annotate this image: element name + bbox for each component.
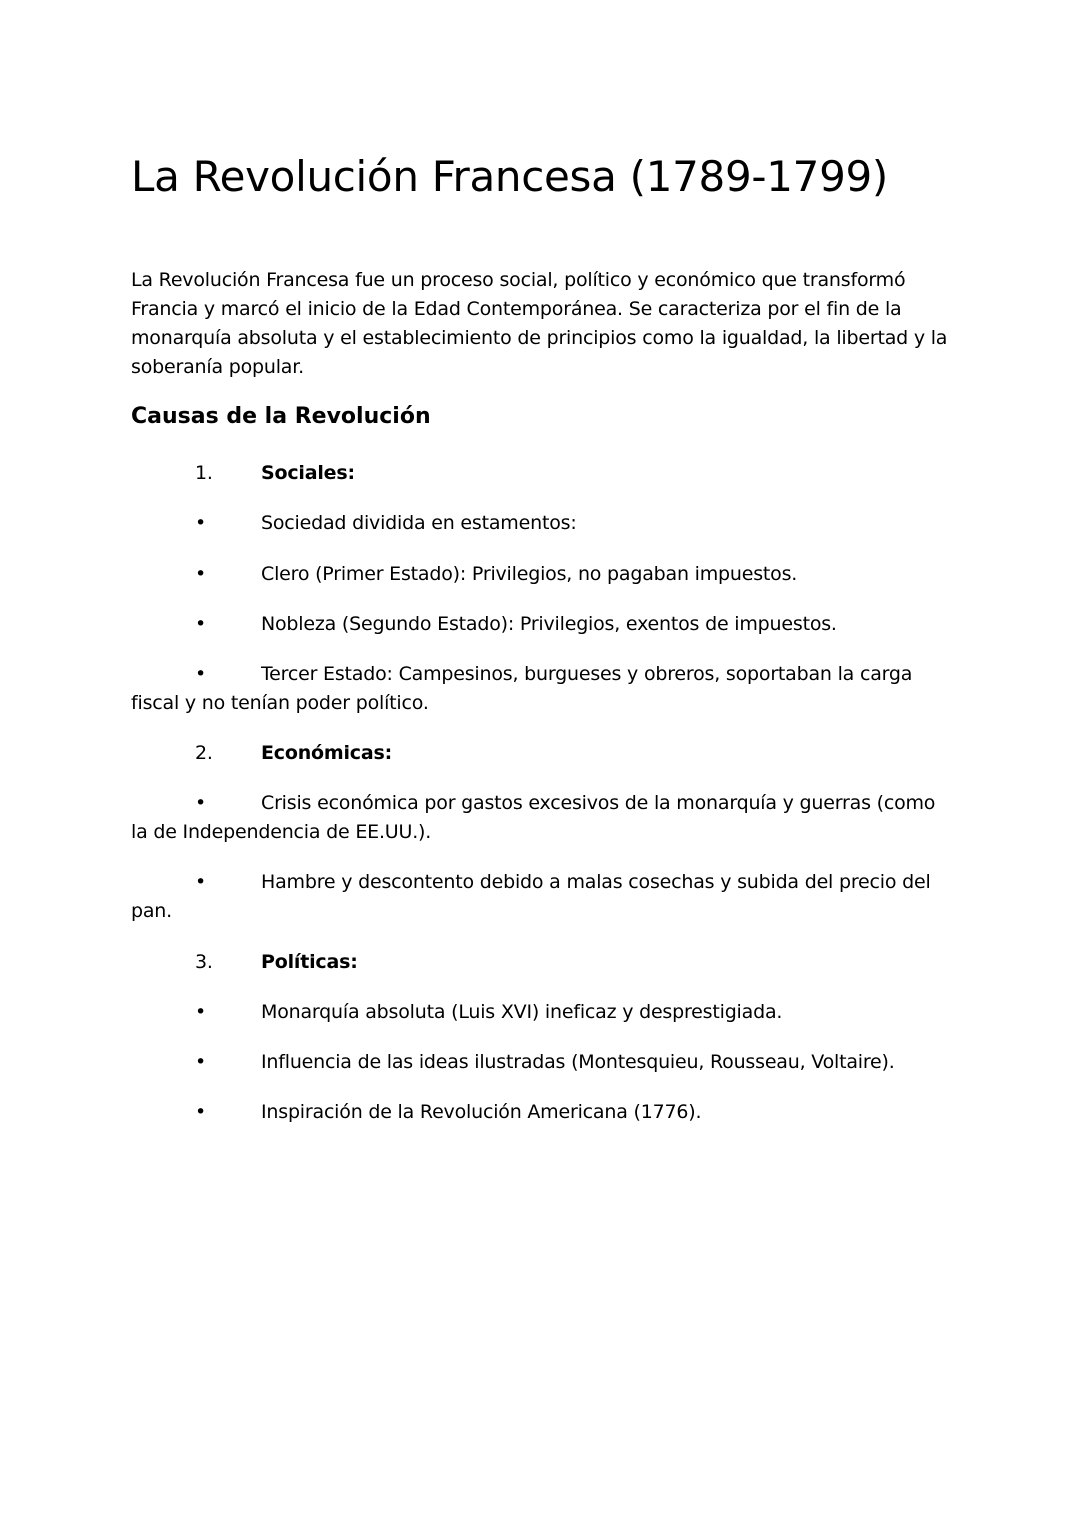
list-item: [131, 1098, 951, 1127]
list-item-text: Clero (Primer Estado): Privilegios, no pagaban impuestos.: [261, 563, 798, 585]
list-item-text: Nobleza (Segundo Estado): Privilegios, exentos de impuestos.: [261, 613, 837, 635]
list-item-text: Políticas:: [261, 951, 358, 973]
intro-paragraph: La Revolución Francesa fue un proceso social, político y económico que transformó Francia y marcó el inicio de la Edad Contemporánea. Se caracteriza por el fin de la monarquía absoluta y el establecimiento de principios como la igualdad, la libertad y la soberanía popular.: [131, 269, 948, 378]
list-marker: •: [195, 792, 207, 814]
list-marker: •: [195, 871, 207, 893]
list-item: [131, 560, 951, 589]
list-item: [131, 610, 951, 639]
list-marker: 2.: [195, 742, 213, 764]
list-marker: •: [195, 563, 207, 585]
list-marker: •: [195, 512, 207, 534]
list-marker: •: [195, 613, 207, 635]
list-item-text: Crisis económica por gastos excesivos de la monarquía y guerras (como la de Independencia de EE.UU.).: [131, 792, 936, 843]
list-item-text: Influencia de las ideas ilustradas (Montesquieu, Rousseau, Voltaire).: [261, 1051, 895, 1073]
list-item: [131, 660, 951, 718]
list-item-text: Tercer Estado: Campesinos, burgueses y obreros, soportaban la carga fiscal y no tenían poder político.: [131, 663, 913, 714]
list-item: [131, 509, 951, 538]
list-item: [131, 948, 951, 977]
list-marker: •: [195, 1051, 207, 1073]
section-heading: Causas de la Revolución: [131, 404, 431, 429]
list-marker: 1.: [195, 462, 213, 484]
list-marker: •: [195, 1101, 207, 1123]
document-title: La Revolución Francesa (1789-1799): [131, 152, 889, 201]
list-item: [131, 868, 951, 926]
list-item: [131, 459, 951, 488]
list-item-text: Sociedad dividida en estamentos:: [261, 512, 577, 534]
list-marker: •: [195, 663, 207, 685]
list-item: [131, 789, 951, 847]
list-item-text: Sociales:: [261, 462, 355, 484]
list-item-text: Económicas:: [261, 742, 392, 764]
list-marker: 3.: [195, 951, 213, 973]
list-item: [131, 998, 951, 1027]
list-item-text: Hambre y descontento debido a malas cosechas y subida del precio del pan.: [131, 871, 931, 922]
list-item: [131, 739, 951, 768]
list-marker: •: [195, 1001, 207, 1023]
list-item-text: Monarquía absoluta (Luis XVI) ineficaz y desprestigiada.: [261, 1001, 783, 1023]
list-item: [131, 1048, 951, 1077]
list-item-text: Inspiración de la Revolución Americana (1776).: [261, 1101, 702, 1123]
